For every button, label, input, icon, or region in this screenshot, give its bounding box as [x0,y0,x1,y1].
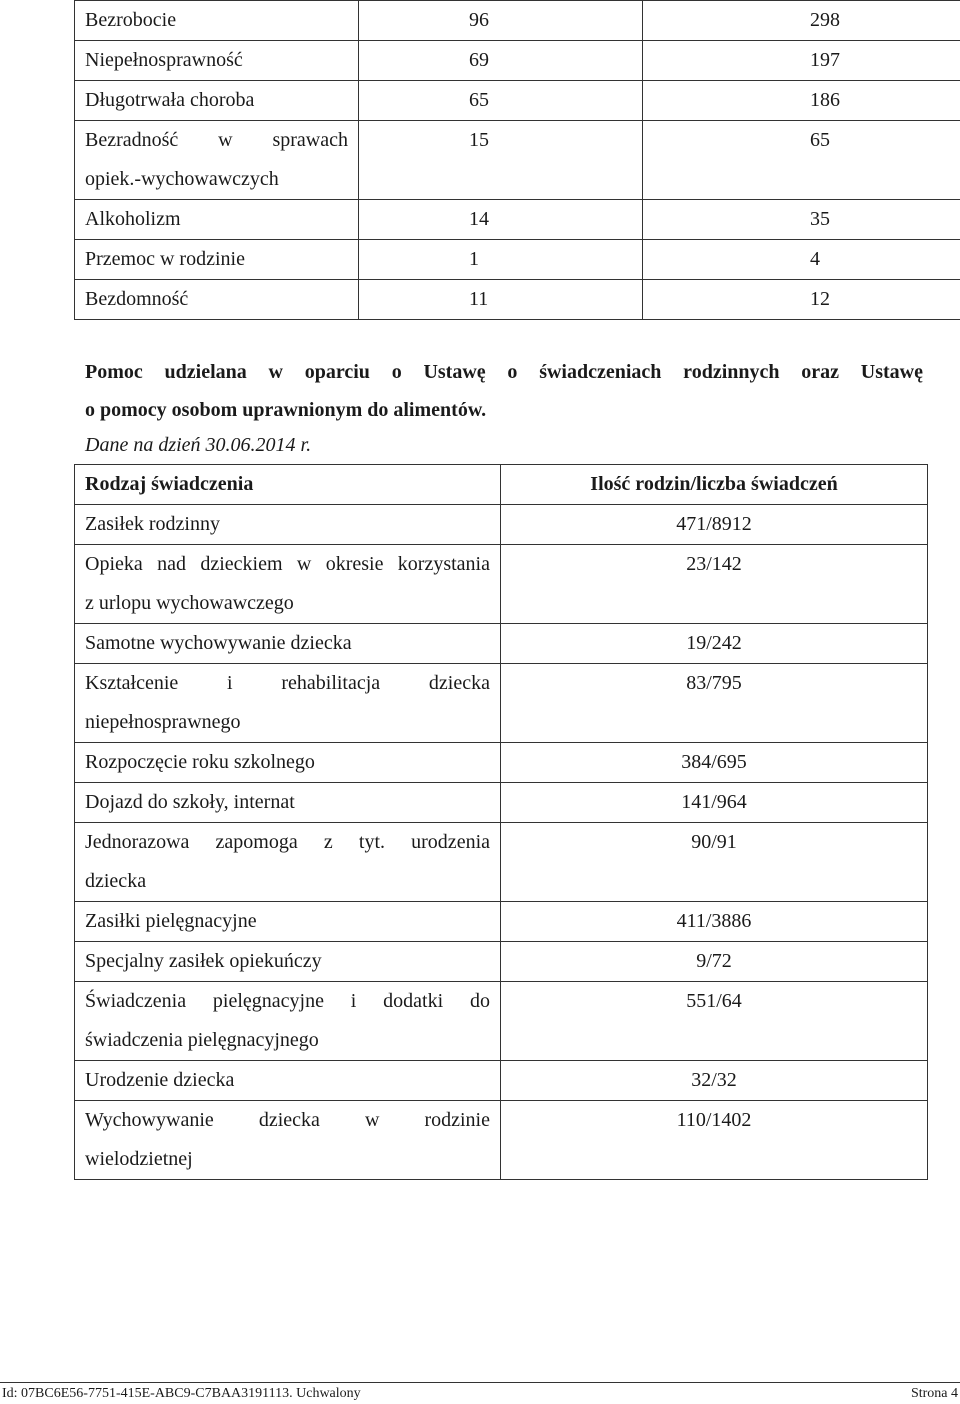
table-row [75,545,928,624]
table-cell-label [75,823,501,902]
statistics-table-reasons [74,0,960,320]
table-cell-value: 83/795 [501,664,928,743]
table-cell-value: 19/242 [501,624,928,664]
table-cell-value: 298 [643,1,960,41]
label-line-2: niepełnosprawnego [85,703,490,742]
label-line-1: Opieka nad dzieckiem w okresie korzystania [85,545,490,584]
table-cell-label: Zasiłek rodzinny [75,505,501,545]
column-header-benefit-type: Rodzaj świadczenia [75,465,501,505]
table-row [75,81,960,121]
table-row [75,1101,928,1180]
table-row [75,942,928,982]
table-cell-value: 141/964 [501,783,928,823]
table-cell-value: 551/64 [501,982,928,1061]
table-cell-label: Bezdomność [75,280,359,320]
table-cell-value: 110/1402 [501,1101,928,1180]
section-heading [85,353,923,429]
table-cell-label [75,121,359,200]
table-row [75,982,928,1061]
table-cell-label: Dojazd do szkoły, internat [75,783,501,823]
table-header-row [75,465,928,505]
table-cell-value: 90/91 [501,823,928,902]
table-cell-value: 411/3886 [501,902,928,942]
table-row [75,783,928,823]
table-cell-value: 32/32 [501,1061,928,1101]
table-cell-label: Urodzenie dziecka [75,1061,501,1101]
page-number: Strona 4 [911,1383,958,1404]
table-cell-label [75,664,501,743]
table-cell-value: 11 [359,280,643,320]
section-heading-line-1: Pomoc udzielana w oparciu o Ustawę o świadczeniach rodzinnych oraz Ustawę [85,353,923,391]
table-row [75,1061,928,1101]
table-cell-label: Przemoc w rodzinie [75,240,359,280]
table-cell-value: 1 [359,240,643,280]
table-row [75,121,960,200]
table-cell-label: Samotne wychowywanie dziecka [75,624,501,664]
section-heading-line-2: o pomocy osobom uprawnionym do alimentów. [85,399,486,421]
table-cell-label: Bezrobocie [75,1,359,41]
table-cell-label [75,545,501,624]
label-line-2: wielodzietnej [85,1140,490,1179]
label-line-2: z urlopu wychowawczego [85,584,490,623]
table-row [75,902,928,942]
document-id: Id: 07BC6E56-7751-415E-ABC9-C7BAA3191113. Uchwalony [2,1383,361,1404]
table-cell-value: 197 [643,41,960,81]
table-cell-label: Długotrwała choroba [75,81,359,121]
table-cell-value: 186 [643,81,960,121]
table-cell-label [75,1101,501,1180]
label-line-2: opiek.-wychowawczych [85,160,348,199]
column-header-count: Ilość rodzin/liczba świadczeń [501,465,928,505]
table-cell-value: 65 [643,121,960,200]
table-row [75,200,960,240]
label-line-1: Bezradność w sprawach [85,121,348,160]
table-cell-value: 35 [643,200,960,240]
benefits-table [74,464,928,1180]
label-line-1: Świadczenia pielęgnacyjne i dodatki do [85,982,490,1021]
table-cell-value: 9/72 [501,942,928,982]
table-row [75,743,928,783]
data-date: Dane na dzień 30.06.2014 r. [85,426,311,464]
table-cell-value: 65 [359,81,643,121]
table-cell-label [75,982,501,1061]
table-cell-value: 15 [359,121,643,200]
label-line-2: świadczenia pielęgnacyjnego [85,1021,490,1060]
table-cell-label: Alkoholizm [75,200,359,240]
label-line-1: Kształcenie i rehabilitacja dziecka [85,664,490,703]
table-row [75,505,928,545]
label-line-1: Jednorazowa zapomoga z tyt. urodzenia [85,823,490,862]
table-cell-value: 14 [359,200,643,240]
table-cell-value: 12 [643,280,960,320]
table-cell-value: 4 [643,240,960,280]
table-cell-value: 69 [359,41,643,81]
table-cell-value: 384/695 [501,743,928,783]
page-footer [0,1382,960,1404]
table-row [75,41,960,81]
table-row [75,664,928,743]
table-cell-label: Rozpoczęcie roku szkolnego [75,743,501,783]
table-row [75,1,960,41]
table-row [75,280,960,320]
table-row [75,823,928,902]
table-cell-value: 471/8912 [501,505,928,545]
table-cell-value: 96 [359,1,643,41]
table-cell-label: Specjalny zasiłek opiekuńczy [75,942,501,982]
table-cell-label: Niepełnosprawność [75,41,359,81]
table-cell-value: 23/142 [501,545,928,624]
table-row [75,624,928,664]
label-line-2: dziecka [85,862,490,901]
table-row [75,240,960,280]
label-line-1: Wychowywanie dziecka w rodzinie [85,1101,490,1140]
table-cell-label: Zasiłki pielęgnacyjne [75,902,501,942]
